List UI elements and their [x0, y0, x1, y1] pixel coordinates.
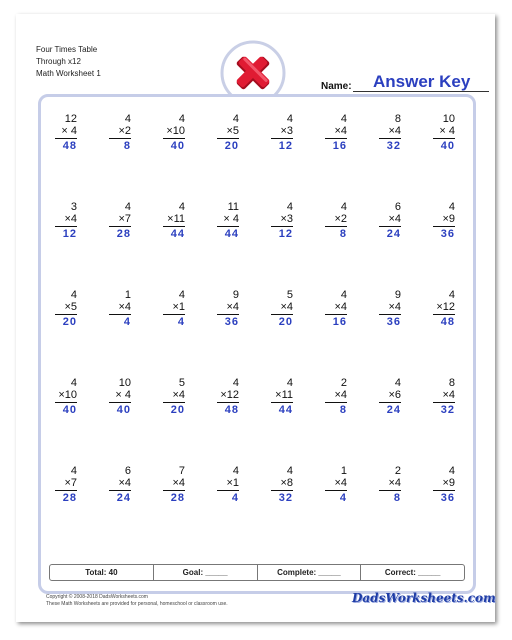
problem-top-number: 4 — [286, 465, 293, 477]
problem-multiplier: ×8 — [280, 477, 293, 489]
problem-answer: 20 — [278, 316, 293, 328]
multiplication-problem — [95, 201, 131, 240]
problem-answer: 12 — [62, 228, 77, 240]
problem-rule — [109, 490, 131, 491]
problem-rule — [379, 490, 401, 491]
multiplication-problem — [311, 289, 347, 328]
multiplication-problem — [257, 113, 293, 152]
problem-answer: 24 — [116, 492, 131, 504]
answer-key-label: Answer Key — [373, 72, 471, 91]
problem-multiplier: ×6 — [388, 389, 401, 401]
problem-cell — [203, 455, 257, 543]
problem-top-number: 10 — [118, 377, 131, 389]
problem-multiplier: ×4 — [334, 477, 347, 489]
multiplication-problem — [365, 289, 401, 328]
brand-logo: DadsWorksheets.com — [352, 591, 496, 605]
problem-cell — [365, 367, 419, 455]
problem-top-number: 2 — [340, 377, 347, 389]
problem-rule — [109, 226, 131, 227]
problem-rule — [379, 314, 401, 315]
problem-rule — [271, 138, 293, 139]
problem-answer: 8 — [123, 140, 131, 152]
problem-multiplier: ×1 — [172, 301, 185, 313]
problem-answer: 40 — [116, 404, 131, 416]
problem-multiplier: × 4 — [115, 389, 131, 401]
problem-top-number: 8 — [394, 113, 401, 125]
problem-answer: 32 — [386, 140, 401, 152]
problem-multiplier: ×11 — [167, 213, 185, 225]
multiplication-problem — [365, 465, 401, 504]
problem-grid — [41, 103, 473, 543]
problem-rule — [271, 490, 293, 491]
problem-top-number: 1 — [124, 289, 131, 301]
problem-multiplier: ×4 — [118, 477, 131, 489]
multiplication-problem — [365, 113, 401, 152]
problem-multiplier: ×3 — [280, 213, 293, 225]
copyright-line-2: These Math Worksheets are provided for personal, homeschool or classroom use. — [46, 601, 228, 607]
problem-top-number: 6 — [394, 201, 401, 213]
problem-cell — [257, 191, 311, 279]
problem-cell — [149, 367, 203, 455]
problem-top-number: 4 — [70, 377, 77, 389]
multiplication-problem — [257, 377, 293, 416]
problem-cell — [41, 367, 95, 455]
problem-answer: 48 — [224, 404, 239, 416]
problem-top-number: 4 — [340, 201, 347, 213]
problem-top-number: 4 — [286, 377, 293, 389]
problem-cell — [95, 455, 149, 543]
problem-multiplier: ×4 — [334, 301, 347, 313]
problem-cell — [419, 279, 473, 367]
problem-rule — [271, 226, 293, 227]
problem-top-number: 4 — [286, 201, 293, 213]
problem-cell — [149, 103, 203, 191]
problem-top-number: 4 — [178, 113, 185, 125]
problem-answer: 12 — [278, 140, 293, 152]
problem-multiplier: ×2 — [334, 213, 347, 225]
problem-answer: 40 — [440, 140, 455, 152]
problem-top-number: 4 — [124, 113, 131, 125]
problem-multiplier: ×9 — [442, 477, 455, 489]
problem-rule — [55, 314, 77, 315]
problem-cell — [419, 103, 473, 191]
problem-answer: 36 — [386, 316, 401, 328]
problem-answer: 48 — [62, 140, 77, 152]
problem-cell — [311, 103, 365, 191]
problem-rule — [163, 314, 185, 315]
multiplication-problem — [149, 113, 185, 152]
problem-top-number: 4 — [448, 201, 455, 213]
multiplication-problem — [257, 201, 293, 240]
problem-multiplier: ×5 — [226, 125, 239, 137]
problem-answer: 28 — [62, 492, 77, 504]
problem-answer: 20 — [224, 140, 239, 152]
problem-rule — [325, 402, 347, 403]
problem-rule — [433, 314, 455, 315]
problem-answer: 12 — [278, 228, 293, 240]
problem-top-number: 4 — [178, 289, 185, 301]
problem-answer: 36 — [440, 492, 455, 504]
problem-multiplier: ×12 — [220, 389, 239, 401]
name-field — [321, 68, 489, 94]
problem-rule — [379, 226, 401, 227]
multiplication-problem — [365, 201, 401, 240]
problem-rule — [379, 138, 401, 139]
problem-answer: 24 — [386, 228, 401, 240]
problem-cell — [365, 455, 419, 543]
problem-cell — [41, 191, 95, 279]
problem-cell — [95, 191, 149, 279]
problem-rule — [109, 138, 131, 139]
multiplication-problem — [149, 201, 185, 240]
problem-rule — [325, 138, 347, 139]
problem-top-number: 4 — [70, 289, 77, 301]
problem-rule — [55, 490, 77, 491]
problem-multiplier: ×7 — [64, 477, 77, 489]
problem-rule — [163, 138, 185, 139]
problem-cell — [257, 367, 311, 455]
multiplication-problem — [95, 289, 131, 328]
problem-answer: 28 — [170, 492, 185, 504]
problem-multiplier: ×4 — [388, 125, 401, 137]
problem-rule — [325, 490, 347, 491]
problem-rule — [433, 226, 455, 227]
problem-multiplier: ×4 — [172, 389, 185, 401]
multiplication-problem — [419, 113, 455, 152]
problem-multiplier: ×9 — [442, 213, 455, 225]
problem-rule — [217, 138, 239, 139]
problem-top-number: 4 — [340, 289, 347, 301]
problem-answer: 8 — [339, 228, 347, 240]
worksheet-title — [36, 44, 101, 80]
problem-cell — [41, 279, 95, 367]
multiplication-problem — [149, 465, 185, 504]
problem-cell — [41, 455, 95, 543]
problem-top-number: 1 — [340, 465, 347, 477]
multiplication-problem — [203, 465, 239, 504]
problem-top-number: 9 — [394, 289, 401, 301]
problem-multiplier: ×4 — [64, 213, 77, 225]
worksheet-page — [16, 14, 495, 622]
problem-top-number: 7 — [178, 465, 185, 477]
multiplication-problem — [203, 201, 239, 240]
problem-answer: 44 — [224, 228, 239, 240]
problem-multiplier: ×4 — [334, 389, 347, 401]
problem-answer: 32 — [278, 492, 293, 504]
multiplication-problem — [311, 113, 347, 152]
problem-rule — [55, 226, 77, 227]
problem-answer: 24 — [386, 404, 401, 416]
problem-multiplier: ×4 — [226, 301, 239, 313]
problem-multiplier: ×4 — [388, 301, 401, 313]
multiplication-problem — [41, 113, 77, 152]
problem-cell — [149, 191, 203, 279]
problem-cell — [419, 191, 473, 279]
problem-multiplier: ×5 — [64, 301, 77, 313]
problem-multiplier: ×4 — [118, 301, 131, 313]
problem-top-number: 4 — [394, 377, 401, 389]
name-label: Name: — [321, 81, 352, 92]
multiplication-problem — [311, 465, 347, 504]
problem-multiplier: ×4 — [442, 389, 455, 401]
problem-rule — [217, 314, 239, 315]
problem-cell — [311, 367, 365, 455]
problem-multiplier: × 4 — [439, 125, 455, 137]
problem-cell — [203, 279, 257, 367]
complete-field: Complete: _____ — [258, 565, 362, 580]
problem-multiplier: ×11 — [275, 389, 293, 401]
problem-cell — [95, 279, 149, 367]
problem-multiplier: × 4 — [223, 213, 239, 225]
problem-cell — [149, 279, 203, 367]
multiplication-problem — [149, 289, 185, 328]
problem-multiplier: ×1 — [226, 477, 239, 489]
problem-cell — [41, 103, 95, 191]
problem-cell — [311, 279, 365, 367]
multiplication-problem — [41, 289, 77, 328]
multiplication-problem — [311, 377, 347, 416]
problem-rule — [55, 402, 77, 403]
problem-cell — [257, 455, 311, 543]
problem-answer: 44 — [278, 404, 293, 416]
problem-multiplier: ×4 — [334, 125, 347, 137]
problem-answer: 32 — [440, 404, 455, 416]
problem-cell — [95, 367, 149, 455]
problem-multiplier: ×12 — [436, 301, 455, 313]
problem-answer: 4 — [177, 316, 185, 328]
problem-top-number: 5 — [178, 377, 185, 389]
problem-answer: 16 — [332, 140, 347, 152]
multiplication-problem — [419, 377, 455, 416]
problem-rule — [217, 490, 239, 491]
problem-rule — [217, 402, 239, 403]
copyright-notice — [46, 594, 228, 608]
multiplication-problem — [203, 289, 239, 328]
problem-rule — [217, 226, 239, 227]
problem-rule — [163, 226, 185, 227]
problem-cell — [311, 191, 365, 279]
problem-top-number: 4 — [448, 289, 455, 301]
problem-answer: 8 — [339, 404, 347, 416]
problem-answer: 36 — [224, 316, 239, 328]
multiplication-problem — [95, 465, 131, 504]
problem-cell — [203, 367, 257, 455]
copyright-line-1: Copyright © 2008-2018 DadsWorksheets.com — [46, 594, 148, 600]
problem-top-number: 5 — [286, 289, 293, 301]
multiplication-problem — [419, 465, 455, 504]
problem-answer: 4 — [231, 492, 239, 504]
correct-field: Correct: _____ — [384, 568, 441, 577]
problem-answer: 28 — [116, 228, 131, 240]
problem-cell — [419, 367, 473, 455]
problem-rule — [55, 138, 77, 139]
problem-top-number: 3 — [70, 201, 77, 213]
problem-top-number: 9 — [232, 289, 239, 301]
problem-multiplier: ×7 — [118, 213, 131, 225]
problem-cell — [311, 455, 365, 543]
problem-cell — [419, 455, 473, 543]
problem-answer: 48 — [440, 316, 455, 328]
problem-cell — [257, 103, 311, 191]
problem-cell — [365, 103, 419, 191]
multiplication-problem — [257, 289, 293, 328]
problem-multiplier: ×4 — [388, 213, 401, 225]
multiplication-problem — [203, 377, 239, 416]
multiplication-problem — [419, 201, 455, 240]
multiplication-problem — [203, 113, 239, 152]
problem-rule — [109, 402, 131, 403]
problem-cell — [149, 455, 203, 543]
problem-top-number: 4 — [232, 465, 239, 477]
problem-answer: 40 — [170, 140, 185, 152]
problem-multiplier: ×4 — [280, 301, 293, 313]
problem-top-number: 4 — [340, 113, 347, 125]
multiplication-problem — [419, 289, 455, 328]
problem-top-number: 4 — [286, 113, 293, 125]
problem-cell — [203, 103, 257, 191]
problem-top-number: 4 — [178, 201, 185, 213]
title-line-1: Four Times Table — [36, 45, 98, 54]
problem-cell — [257, 279, 311, 367]
problem-answer: 44 — [170, 228, 185, 240]
multiplication-problem — [365, 377, 401, 416]
problem-top-number: 12 — [64, 113, 77, 125]
problem-top-number: 4 — [232, 377, 239, 389]
problem-rule — [433, 402, 455, 403]
problem-rule — [163, 402, 185, 403]
problem-top-number: 6 — [124, 465, 131, 477]
problem-answer: 36 — [440, 228, 455, 240]
multiplication-problem — [41, 201, 77, 240]
problem-top-number: 4 — [70, 465, 77, 477]
problem-answer: 40 — [62, 404, 77, 416]
problem-cell — [203, 191, 257, 279]
multiplication-problem — [311, 201, 347, 240]
score-footer — [49, 564, 465, 581]
problem-rule — [379, 402, 401, 403]
problem-answer: 4 — [339, 492, 347, 504]
multiplication-problem — [41, 377, 77, 416]
multiplication-problem — [95, 377, 131, 416]
problem-rule — [271, 402, 293, 403]
problem-answer: 4 — [123, 316, 131, 328]
title-line-3: Math Worksheet 1 — [36, 69, 101, 78]
problem-answer: 16 — [332, 316, 347, 328]
problem-rule — [433, 490, 455, 491]
problem-rule — [325, 314, 347, 315]
problem-rule — [433, 138, 455, 139]
problem-top-number: 11 — [227, 201, 239, 213]
problem-multiplier: ×2 — [118, 125, 131, 137]
problem-top-number: 8 — [448, 377, 455, 389]
problem-rule — [325, 226, 347, 227]
problem-cell — [365, 279, 419, 367]
problem-cell — [365, 191, 419, 279]
problem-top-number: 2 — [394, 465, 401, 477]
multiplication-problem — [41, 465, 77, 504]
problems-frame — [38, 94, 476, 594]
multiplication-problem — [257, 465, 293, 504]
problem-rule — [271, 314, 293, 315]
problem-top-number: 10 — [442, 113, 455, 125]
problem-multiplier: ×4 — [172, 477, 185, 489]
goal-field: Goal: _____ — [154, 565, 258, 580]
problem-top-number: 4 — [232, 113, 239, 125]
problem-multiplier: ×4 — [388, 477, 401, 489]
total-field: Total: 40 — [50, 565, 154, 580]
problem-rule — [163, 490, 185, 491]
multiplication-problem — [149, 377, 185, 416]
problem-multiplier: ×3 — [280, 125, 293, 137]
problem-rule — [109, 314, 131, 315]
problem-answer: 20 — [62, 316, 77, 328]
problem-multiplier: ×10 — [58, 389, 77, 401]
problem-multiplier: × 4 — [61, 125, 77, 137]
problem-answer: 8 — [393, 492, 401, 504]
problem-top-number: 4 — [124, 201, 131, 213]
problem-cell — [95, 103, 149, 191]
problem-top-number: 4 — [448, 465, 455, 477]
problem-multiplier: ×10 — [166, 125, 185, 137]
problem-answer: 20 — [170, 404, 185, 416]
multiplication-problem — [95, 113, 131, 152]
title-line-2: Through x12 — [36, 57, 81, 66]
